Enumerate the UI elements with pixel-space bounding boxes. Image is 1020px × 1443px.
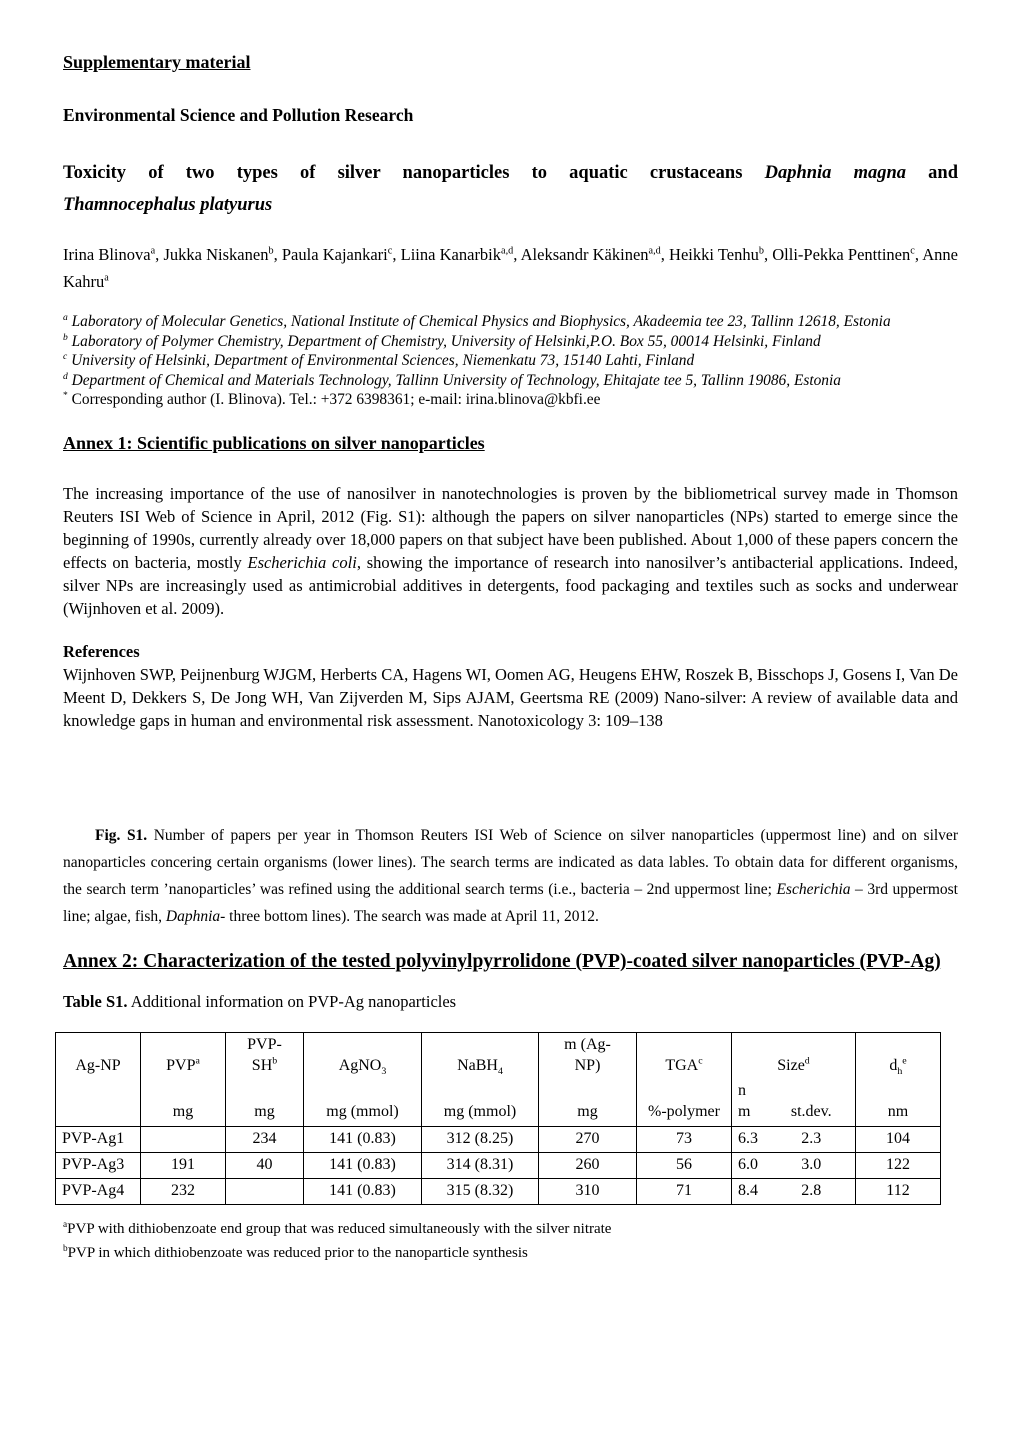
column-header-mass bbox=[539, 1032, 637, 1079]
text-segment: a bbox=[63, 1219, 68, 1230]
text-segment: nanoparticles (PVP-Ag) bbox=[741, 950, 941, 972]
table-footnote-b bbox=[63, 1241, 958, 1265]
text-segment: Daphnia bbox=[165, 907, 221, 925]
table-cell: 112 bbox=[856, 1178, 941, 1204]
text-segment: – 3rd uppermost line; algae, fish, bbox=[63, 880, 958, 925]
text-segment: e bbox=[902, 1055, 907, 1067]
text-segment: Number of papers per year in Thomson Reuters ISI Web of Science on silver nanoparticles (uppermost line) and on silver nanoparticles concering certain organisms (lower lines). The search terms are indicated as data lables. To obtain data for different organisms, the search term ’nanoparticles’ was refined using the additional search terms (i.e., bacteria – 2nd uppermost line; bbox=[63, 826, 958, 898]
table-cell: 270 bbox=[539, 1126, 637, 1152]
column-header-size bbox=[732, 1032, 856, 1079]
text-segment: Table S1. bbox=[63, 991, 128, 1011]
table-cell: 191 bbox=[141, 1152, 226, 1178]
text-segment: Ag-NP bbox=[75, 1056, 121, 1074]
text-segment: c bbox=[63, 350, 68, 362]
text-segment: TGA bbox=[665, 1056, 699, 1074]
text-segment: , Liina Kanarbik bbox=[392, 245, 502, 264]
references-heading: References bbox=[63, 641, 140, 661]
text-segment: Laboratory of Polymer Chemistry, Department of Chemistry, University of Helsinki,P.O. Box 55, 00014 Helsinki, Finland bbox=[67, 332, 821, 350]
table-cell: 104 bbox=[856, 1126, 941, 1152]
text-segment: , Aleksandr Käkinen bbox=[513, 245, 649, 264]
table-cell: 71 bbox=[637, 1178, 732, 1204]
text-segment: d bbox=[889, 1056, 898, 1074]
text-segment: - three bottom lines). The search was made at April 11, 2012. bbox=[220, 907, 599, 925]
annex1-heading: Annex 1: Scientific publications on silver nanoparticles bbox=[63, 432, 485, 453]
table-s1 bbox=[55, 1032, 941, 1205]
table-cell: PVP-Ag1 bbox=[56, 1126, 141, 1152]
table-cell: 6.3 bbox=[732, 1126, 768, 1152]
affiliation-line-b bbox=[63, 332, 958, 352]
text-segment: b bbox=[63, 1243, 68, 1254]
table-cell: 40 bbox=[226, 1152, 304, 1178]
text-segment: m (Ag- bbox=[564, 1035, 611, 1053]
text-segment: NP) bbox=[574, 1056, 601, 1074]
text-segment: and bbox=[906, 163, 958, 183]
text-segment: a,d bbox=[501, 245, 514, 257]
text-segment: Corresponding author (I. Blinova). Tel.: +372 6398361; e-mail: irina.blinova@kbfi.ee bbox=[67, 391, 601, 408]
text-segment: a bbox=[63, 311, 68, 323]
text-segment: PVP with dithiobenzoate end group that was reduced simultaneously with the silver nitrate bbox=[67, 1220, 612, 1237]
text-segment: h bbox=[897, 1065, 903, 1077]
annex1-paragraph bbox=[63, 482, 958, 620]
table-cell: PVP-Ag3 bbox=[56, 1152, 141, 1178]
table-cell: 310 bbox=[539, 1178, 637, 1204]
unit-nm-label: nm bbox=[738, 1081, 751, 1120]
text-segment: Toxicity of two types of silver nanoparticles to aquatic crustaceans bbox=[63, 163, 765, 183]
paper-title bbox=[63, 157, 958, 221]
text-segment: NaBH bbox=[457, 1056, 498, 1074]
table-cell: 312 (8.25) bbox=[422, 1126, 539, 1152]
text-segment: a bbox=[195, 1055, 200, 1067]
unit-cell: mg (mmol) bbox=[422, 1079, 539, 1127]
text-segment: Daphnia magna bbox=[764, 163, 906, 183]
text-segment: Escherichia coli bbox=[247, 552, 357, 572]
text-segment: AgNO bbox=[338, 1056, 382, 1074]
text-segment: a bbox=[104, 272, 109, 284]
text-segment: c bbox=[387, 245, 393, 257]
table-cell: 314 (8.31) bbox=[422, 1152, 539, 1178]
unit-cell-nm bbox=[732, 1079, 768, 1127]
table-cell: 141 (0.83) bbox=[304, 1152, 422, 1178]
unit-cell: mg bbox=[539, 1079, 637, 1127]
text-segment: 4 bbox=[497, 1065, 503, 1077]
text-segment: Additional information on PVP-Ag nanoparticles bbox=[127, 991, 457, 1011]
text-segment: c bbox=[910, 245, 915, 257]
table-row bbox=[56, 1178, 941, 1204]
column-header-pvp bbox=[141, 1032, 226, 1079]
table-cell: 232 bbox=[141, 1178, 226, 1204]
column-header-dh bbox=[856, 1032, 941, 1079]
affiliation-line-d bbox=[63, 371, 958, 391]
unit-cell: nm bbox=[856, 1079, 941, 1127]
table-cell: 141 (0.83) bbox=[304, 1126, 422, 1152]
table-cell bbox=[141, 1126, 226, 1152]
table-footnotes bbox=[63, 1217, 958, 1265]
text-segment: PVP in which dithiobenzoate was reduced prior to the nanoparticle synthesis bbox=[67, 1244, 528, 1261]
table-cell: 6.0 bbox=[732, 1152, 768, 1178]
text-segment: , Heikki Tenhu bbox=[660, 245, 759, 264]
affiliation-line-c bbox=[63, 351, 958, 371]
table-cell: 2.8 bbox=[768, 1178, 856, 1204]
table-row bbox=[56, 1152, 941, 1178]
text-segment: c bbox=[698, 1055, 703, 1067]
text-segment: d bbox=[804, 1055, 810, 1067]
text-segment: , showing the importance of research into nanosilver’s antibacterial applications. Indeed, silver NPs are increasingly used as antimicrobial additives in detergents, food packaging and textiles such as socks and underwear (Wijnhoven et al. 2009). bbox=[63, 552, 958, 618]
text-segment: , Jukka Niskanen bbox=[155, 245, 269, 264]
text-segment: b bbox=[272, 1055, 278, 1067]
journal-name: Environmental Science and Pollution Research bbox=[63, 105, 414, 125]
text-segment: Escherichia bbox=[776, 880, 851, 898]
table-cell: PVP-Ag4 bbox=[56, 1178, 141, 1204]
table-cell: 260 bbox=[539, 1152, 637, 1178]
text-segment: University of Helsinki, Department of Environmental Sciences, Niemenkatu 73, 15140 Lahti, Finland bbox=[67, 352, 695, 369]
authors-line bbox=[63, 241, 958, 295]
unit-cell: mg bbox=[226, 1079, 304, 1127]
table-cell: 8.4 bbox=[732, 1178, 768, 1204]
table-s1-caption bbox=[63, 990, 958, 1013]
text-segment: b bbox=[758, 245, 764, 257]
text-segment: Thamnocephalus platyurus bbox=[63, 195, 273, 215]
table-cell: 315 (8.32) bbox=[422, 1178, 539, 1204]
column-header-agnp bbox=[56, 1032, 141, 1079]
table-units-row bbox=[56, 1079, 941, 1127]
text-segment: , Paula Kajankari bbox=[273, 245, 388, 264]
text-segment: Fig. S1. bbox=[95, 826, 148, 844]
text-segment: Irina Blinova bbox=[63, 245, 151, 264]
text-segment: , Olli-Pekka Penttinen bbox=[763, 245, 911, 264]
affiliation-line-a bbox=[63, 312, 958, 332]
unit-cell: %-polymer bbox=[637, 1079, 732, 1127]
text-segment: Department of Chemical and Materials Technology, Tallinn University of Technology, Ehitajate tee 5, Tallinn 19086, Estonia bbox=[67, 371, 841, 389]
table-cell: 3.0 bbox=[768, 1152, 856, 1178]
annex2-heading bbox=[63, 940, 958, 983]
supplementary-material-heading: Supplementary material bbox=[63, 52, 251, 72]
text-segment: d bbox=[63, 370, 68, 382]
table-cell: 56 bbox=[637, 1152, 732, 1178]
unit-cell: mg bbox=[141, 1079, 226, 1127]
column-header-agno3 bbox=[304, 1032, 422, 1079]
column-header-nabh4 bbox=[422, 1032, 539, 1079]
column-header-tga bbox=[637, 1032, 732, 1079]
table-cell: 73 bbox=[637, 1126, 732, 1152]
column-header-pvpsh bbox=[226, 1032, 304, 1079]
table-row bbox=[56, 1126, 941, 1152]
reference-entry: Wijnhoven SWP, Peijnenburg WJGM, Herberts CA, Hagens WI, Oomen AG, Heugens EHW, Roszek B, Bisschops J, Gosens I, Van De Meent D, Dekkers S, De Jong WH, Van Zijverden M, Sips AJAM, Geertsma RE (2009) Nano-silver: A review of available data and knowledge gaps in human and environmental risk assessment. Nanotoxicology 3: 109–138 bbox=[63, 664, 958, 730]
text-segment: * bbox=[63, 389, 68, 401]
text-segment: PVP- bbox=[247, 1035, 282, 1053]
unit-cell bbox=[56, 1079, 141, 1127]
text-segment: Annex 2: Characterization of the tested polyvinylpyrrolidone (PVP)-coated silver bbox=[63, 950, 742, 972]
table-footnote-a bbox=[63, 1217, 958, 1241]
corresponding-author-line bbox=[63, 390, 958, 410]
text-segment: The increasing importance of the use of nanosilver in nanotechnologies is proven by the bibliometrical survey made in Thomson Reuters ISI Web of Science in April, 2012 (Fig. S1): although the papers on silver nanoparticles (NPs) started to emerge since the beginning of 1990s, currently already over 18,000 papers on that subject have been published. About 1,000 of these papers concern the effects on bacteria, mostly bbox=[63, 483, 958, 572]
unit-cell: mg (mmol) bbox=[304, 1079, 422, 1127]
table-cell: 141 (0.83) bbox=[304, 1178, 422, 1204]
table-cell: 234 bbox=[226, 1126, 304, 1152]
text-segment: a,d bbox=[648, 245, 661, 257]
figure-s1-caption bbox=[63, 822, 958, 930]
table-cell bbox=[226, 1178, 304, 1204]
text-segment: , Anne Kahru bbox=[63, 245, 958, 291]
table-header-row bbox=[56, 1032, 941, 1079]
text-segment: b bbox=[63, 331, 68, 343]
table-cell: 122 bbox=[856, 1152, 941, 1178]
text-segment: Size bbox=[777, 1056, 805, 1074]
affiliations-block bbox=[63, 312, 958, 410]
text-segment: 3 bbox=[381, 1065, 387, 1077]
text-segment: PVP bbox=[166, 1056, 196, 1074]
text-segment: b bbox=[268, 245, 274, 257]
text-segment: SH bbox=[251, 1056, 273, 1074]
text-segment: Laboratory of Molecular Genetics, National Institute of Chemical Physics and Biophysics, Akadeemia tee 23, Tallinn 12618, Estonia bbox=[67, 313, 891, 330]
table-cell: 2.3 bbox=[768, 1126, 856, 1152]
unit-cell: st.dev. bbox=[768, 1079, 856, 1127]
text-segment: a bbox=[150, 245, 156, 257]
